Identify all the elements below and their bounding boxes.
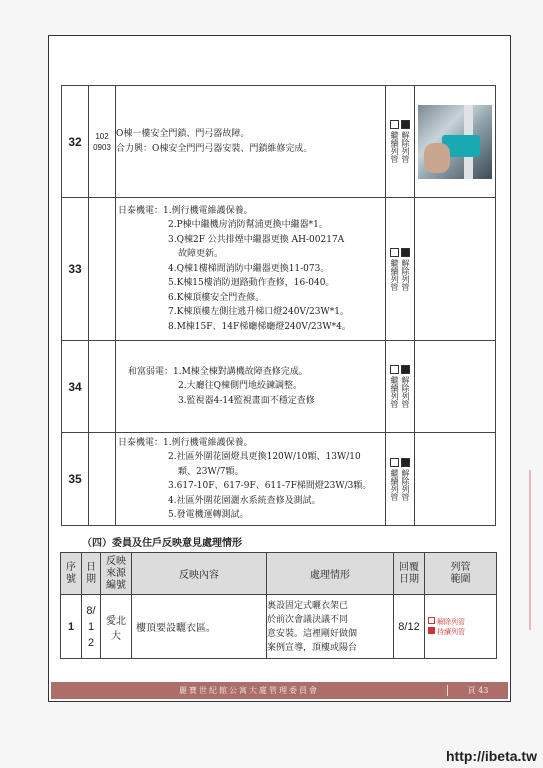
checkbox-continue — [428, 627, 435, 634]
header-handling: 處理情形 — [267, 553, 394, 595]
row-date: 8/12 — [82, 595, 101, 659]
feedback-table — [60, 552, 497, 659]
table-row — [62, 198, 496, 341]
table-row — [61, 595, 497, 659]
row-date: 102 0903 — [89, 86, 116, 198]
table-row — [62, 86, 496, 198]
checkbox-release — [428, 617, 435, 624]
row-status: 解除列管 繼續列管 — [386, 433, 415, 526]
section-title: （四）委員及住戶反映意見處理情形 — [82, 538, 242, 549]
checkbox-release — [401, 248, 410, 257]
side-stamp — [529, 470, 541, 630]
maintenance-table — [61, 85, 496, 526]
checkbox-release — [401, 120, 410, 129]
row-status: 解除列管 繼續列管 — [386, 86, 415, 198]
row-status: 解除列管 繼續列管 — [386, 198, 415, 341]
row-tracking: 解除列管 持續列管 — [425, 595, 497, 659]
row-number: 33 — [62, 198, 89, 341]
empty-photo-cell — [415, 341, 496, 433]
footer-bar — [51, 682, 508, 699]
footer-organization: 麗寶世紀館公寓大廈管理委員會 — [179, 686, 319, 695]
row-date — [89, 341, 116, 433]
table-row — [62, 341, 496, 433]
checkbox-release — [401, 458, 410, 467]
row-number: 32 — [62, 86, 89, 198]
row-handling: 裏設固定式曬衣架已 於前次會議決議不同 意安裝。這裡剛好做個 案例宣導，頂樓或陽台 — [267, 595, 394, 659]
row-content: 日泰機電：1.例行機電維護保養。 2.社區外圍花園燈具更換120W/10顆、13W/10 顆、23W/7顆。 3.617-10F、617-9F、611-7F梯間燈23W/3顆。 4.社區外圍花園灑水系統查修及測試。 5.發電機運轉測試。 — [116, 433, 386, 526]
row-content: 日泰機電：1.例行機電維護保養。 2.P棟中繼機房消防幫浦更換中繼器*1。 3.Q棟2F 公共排煙中繼器更換 AH-00217A 故障更新。 4.Q棟1樓梯間消防中繼器更換11-073。 5.K棟15樓消防迴路動作查修，16-040。 6.K棟頂樓安全門查修。 7.K棟頂樓左側往逃升梯口燈240V/23W*1。 8.M棟15F、14F梯廳梯廳燈240V/23W*4。 — [116, 198, 386, 341]
row-number: 34 — [62, 341, 89, 433]
header-reply-date: 回覆日期 — [394, 553, 425, 595]
row-status: 解除列管 繼續列管 — [386, 341, 415, 433]
row-reply-date: 8/12 — [394, 595, 425, 659]
empty-photo-cell — [415, 198, 496, 341]
table-row — [62, 433, 496, 526]
header-tracking: 列管範圍 — [425, 553, 497, 595]
row-date — [89, 198, 116, 341]
row-source: 愛北大 — [101, 595, 132, 659]
row-content: O棟一樓安全門鎖、門弓器故障。 合力興：O棟安全門門弓器安裝、門鎖維修完成。 — [116, 86, 386, 198]
row-content: 和富弱電：1.M棟全棟對講機故障查修完成。 2.大廳往Q棟側門地絞鍊調整。 3.監視器4-14監視畫面不穩定查修 — [116, 341, 386, 433]
checkbox-release — [401, 365, 410, 374]
header-row — [61, 553, 497, 595]
watermark-url: http://ibeta.tw — [446, 748, 537, 764]
repair-photo — [415, 86, 496, 198]
row-number: 1 — [61, 595, 82, 659]
checkbox-continue — [390, 248, 399, 257]
header-source: 反映來源編號 — [101, 553, 132, 595]
header-date: 日期 — [82, 553, 101, 595]
row-date — [89, 433, 116, 526]
page-number: 頁 43 — [447, 685, 508, 696]
row-feedback-content: 樓頂要設曬衣區。 — [132, 595, 267, 659]
header-no: 序號 — [61, 553, 82, 595]
header-content: 反映內容 — [132, 553, 267, 595]
empty-photo-cell — [415, 433, 496, 526]
checkbox-continue — [390, 365, 399, 374]
row-number: 35 — [62, 433, 89, 526]
checkbox-continue — [390, 458, 399, 467]
checkbox-continue — [390, 120, 399, 129]
